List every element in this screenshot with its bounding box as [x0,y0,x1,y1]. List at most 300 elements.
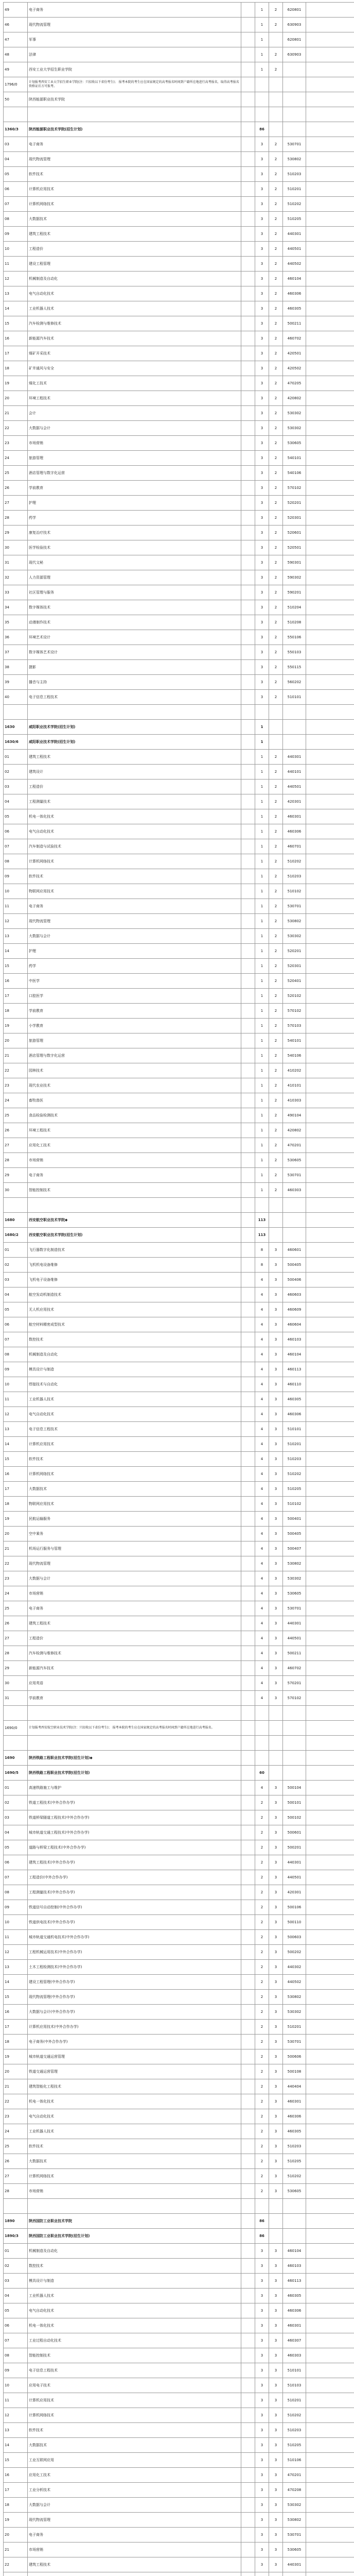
row-major-code: 510201 [283,182,306,197]
row-blank [306,2303,354,2318]
row-count-3: 3 [269,1975,283,1990]
row-code: 07 [4,839,28,854]
row-count-2: 3 [255,272,269,286]
row-code: 03 [4,2274,28,2289]
row-blank [306,809,354,824]
row-count-2 [255,1736,269,1751]
row-count-3: 3 [269,2318,283,2333]
row-count-2: 1 [255,720,269,735]
row-major-code: 510201 [283,2020,306,2035]
row-count-2: 3 [255,511,269,526]
row-count-3: 3 [269,2035,283,2049]
row-count-3: 3 [269,1392,283,1407]
row-major-code: 530302 [283,406,306,421]
table-row [4,1810,354,1825]
table-row [4,884,354,899]
row-count-2: 1 [255,1153,269,1168]
row-blank [306,2049,354,2064]
row-count-1 [241,346,255,361]
row-code: 31 [4,1691,28,1706]
row-blank [306,1302,354,1317]
row-major-code: 440502 [283,257,306,272]
row-major-code: 460103 [283,1332,306,1347]
row-code: 21 [4,2543,28,2557]
row-count-3: 3 [269,2005,283,2020]
row-blank [306,1646,354,1661]
row-code: 06 [4,182,28,197]
row-code: 36 [4,630,28,645]
row-count-2: 1 [255,1123,269,1138]
row-blank [306,2363,354,2378]
row-count-2: 3 [255,451,269,466]
row-count-1 [241,316,255,331]
row-code: 09 [4,1362,28,1377]
row-count-1 [241,540,255,555]
row-major-code: 500102 [283,1810,306,1825]
table-row [4,959,354,974]
row-count-2: 4 [255,1571,269,1586]
row-count-2 [255,77,269,92]
row-count-3 [269,2229,283,2244]
row-major-code: 460104 [283,1347,306,1362]
row-count-2: 3 [255,2274,269,2289]
row-blank [306,2274,354,2289]
row-count-2: 1 [255,47,269,62]
row-code: 06 [4,2318,28,2333]
row-code: 37 [4,645,28,660]
table-row [4,1825,354,1840]
row-count-1 [241,137,255,152]
row-count-1 [241,92,255,107]
row-count-1 [241,2378,255,2393]
row-count-1 [241,974,255,989]
row-count-3: 3 [269,2184,283,2199]
row-code: 08 [4,854,28,869]
row-count-2: 2 [255,2020,269,2035]
row-major-code: 520301 [283,959,306,974]
row-code: 25 [4,1601,28,1616]
row-major-code: 530302 [283,929,306,944]
row-blank [306,2154,354,2169]
row-name: 市场营销 [28,1586,241,1601]
row-code: 05 [4,167,28,182]
row-count-3: 2 [269,630,283,645]
row-code: 02 [4,2259,28,2274]
row-major-code: 500405 [283,1258,306,1273]
row-count-1 [241,1661,255,1676]
row-blank [306,2557,354,2572]
row-count-3: 2 [269,286,283,301]
table-row [4,2363,354,2378]
row-count-1 [241,1960,255,1975]
row-code [4,1198,28,1213]
row-major-code: 570201 [283,1676,306,1691]
row-name: 工程造价 [28,242,241,257]
row-count-3: 3 [269,2154,283,2169]
row-count-2: 3 [255,242,269,257]
row-code: 12 [4,272,28,286]
row-count-1 [241,2303,255,2318]
row-major-code: 510202 [283,1467,306,1482]
row-count-2: 3 [255,2244,269,2259]
row-code: 1890 [4,2214,28,2229]
row-count-2: 1 [255,1019,269,1033]
row-count-3: 3 [269,1258,283,1273]
row-blank [306,1840,354,1855]
row-blank [306,1183,354,1198]
row-blank [306,1153,354,1168]
row-count-2: 1 [255,839,269,854]
table-row [4,2528,354,2543]
table-row [4,107,354,122]
row-count-3 [269,1766,283,1781]
row-count-3: 3 [269,1631,283,1646]
row-major-code: 520201 [283,496,306,511]
row-major-code: 530605 [283,436,306,451]
row-blank [306,555,354,570]
row-count-3: 3 [269,1287,283,1302]
row-count-1 [241,705,255,720]
row-major-code [283,1228,306,1243]
row-count-1 [241,1870,255,1885]
table-row [4,361,354,376]
row-count-1 [241,779,255,794]
row-code: 47 [4,32,28,47]
row-name: 城市轨道交通机电技术(中外合作办学) [28,1930,241,1945]
row-count-1 [241,2064,255,2079]
row-count-2: 2 [255,2035,269,2049]
row-count-3: 2 [269,884,283,899]
table-row [4,735,354,750]
row-code: 11 [4,257,28,272]
table-row [4,272,354,286]
row-count-1 [241,496,255,511]
table-row [4,286,354,301]
row-code: 26 [4,1123,28,1138]
row-name: 旅游管理 [28,1033,241,1048]
row-count-2: 1 [255,1063,269,1078]
table-row [4,2049,354,2064]
row-count-2: 3 [255,436,269,451]
row-blank [306,1063,354,1078]
table-row [4,2318,354,2333]
row-count-3: 3 [269,1825,283,1840]
row-major-code: 460307 [283,2333,306,2348]
row-name: 汽车检测与维修技术 [28,316,241,331]
row-count-1 [241,1467,255,1482]
row-count-3: 3 [269,2498,283,2513]
row-major-code: 510201 [283,2393,306,2408]
row-blank [306,794,354,809]
row-name: 铁道桥梁隧道工程技术(中外合作办学) [28,1810,241,1825]
row-major-code: 570102 [283,481,306,496]
row-major-code: 460305 [283,2124,306,2139]
row-count-2: 4 [255,1287,269,1302]
row-blank [306,884,354,899]
row-name: 铁道工程技术(中外合作办学) [28,1795,241,1810]
row-name: 动漫制作技术 [28,615,241,630]
row-count-1 [241,884,255,899]
row-code: 1630 [4,720,28,735]
row-blank [306,1033,354,1048]
row-count-1 [241,2423,255,2438]
row-code: 11 [4,1930,28,1945]
row-count-3 [269,720,283,735]
row-count-1 [241,2184,255,2199]
row-major-code: 510102 [283,884,306,899]
row-count-2: 3 [255,2393,269,2408]
row-count-3: 3 [269,2363,283,2378]
row-count-3: 3 [269,1302,283,1317]
row-blank [306,18,354,32]
row-blank [306,705,354,720]
row-blank [306,1631,354,1646]
row-blank [306,1601,354,1616]
row-name: 软件技术 [28,167,241,182]
row-count-3: 2 [269,585,283,600]
row-count-3 [269,1751,283,1766]
row-blank [306,361,354,376]
row-count-1 [241,1945,255,1960]
table-row [4,1571,354,1586]
row-blank [306,227,354,242]
row-major-code: 460301 [283,809,306,824]
row-code: 35 [4,615,28,630]
row-blank [306,2468,354,2483]
row-code: 17 [4,2020,28,2035]
row-count-2: 3 [255,496,269,511]
row-code: 24 [4,451,28,466]
row-count-2: 3 [255,645,269,660]
row-major-code: 520102 [283,989,306,1004]
row-major-code: 460305 [283,1392,306,1407]
row-blank [306,630,354,645]
row-name: 工业机器人技术 [28,301,241,316]
row-count-3: 3 [269,2244,283,2259]
row-name: 陕西能源职业技术学院(招生计划) [28,122,241,137]
row-count-2: 2 [255,1945,269,1960]
row-count-3 [269,32,283,47]
row-code: 50 [4,92,28,107]
row-count-3 [269,1706,283,1721]
row-name: 铁道信号自动控制(中外合作办学) [28,1900,241,1915]
row-count-1 [241,1676,255,1691]
row-count-3: 3 [269,1362,283,1377]
row-blank [306,1691,354,1706]
row-count-3 [269,2199,283,2214]
table-row [4,2453,354,2468]
row-name: 电气自动化技术 [28,2303,241,2318]
row-count-1 [241,2572,255,2576]
row-blank [306,376,354,391]
row-name: 陕西铁路工程职业技术学院(招生计划) [28,1766,241,1781]
row-count-3: 3 [269,2378,283,2393]
row-blank [306,2005,354,2020]
row-count-2: 3 [255,2483,269,2498]
row-blank [306,660,354,675]
row-count-2: 4 [255,1512,269,1527]
row-name: 新能源汽车技术 [28,1661,241,1676]
row-count-2: 3 [255,2318,269,2333]
row-count-2: 3 [255,2498,269,2513]
row-major-code: 460305 [283,301,306,316]
row-count-1 [241,421,255,436]
table-row [4,1467,354,1482]
row-blank [306,1422,354,1437]
table-row [4,675,354,690]
table-row [4,854,354,869]
row-count-2: 3 [255,540,269,555]
row-code: 15 [4,316,28,331]
row-count-3: 3 [269,1646,283,1661]
row-name: 铁道供电技术(中外合作办学) [28,1915,241,1930]
row-name: 电子商务 [28,1601,241,1616]
row-major-code: 500211 [283,316,306,331]
row-count-1 [241,227,255,242]
row-blank [306,1616,354,1631]
row-count-3 [269,2214,283,2229]
row-count-1 [241,645,255,660]
row-code: 08 [4,1885,28,1900]
row-major-code [283,62,306,77]
row-major-code: 420501 [283,346,306,361]
table-row [4,914,354,929]
row-name: 大数据与会计(中外合作办学) [28,2005,241,2020]
row-code: 13 [4,2423,28,2438]
row-code: 09 [4,227,28,242]
row-code: 14 [4,301,28,316]
row-count-3: 3 [269,2289,283,2303]
row-code: 01 [4,1243,28,1258]
row-count-1 [241,1437,255,1452]
row-count-1 [241,1601,255,1616]
row-count-3: 2 [269,3,283,18]
table-row [4,1033,354,1048]
row-major-code: 500401 [283,1512,306,1527]
row-count-1 [241,2289,255,2303]
row-count-2: 2 [255,1915,269,1930]
row-count-1 [241,2139,255,2154]
row-code: 29 [4,1661,28,1676]
table-row [4,466,354,481]
row-major-code: 510103 [283,2378,306,2393]
table-row [4,511,354,526]
row-count-2: 3 [255,331,269,346]
row-major-code: 630903 [283,18,306,32]
row-major-code: 500104 [283,1781,306,1795]
row-count-2: 2 [255,1990,269,2005]
row-count-1 [241,1482,255,1497]
row-count-1 [241,1273,255,1287]
row-blank [306,2169,354,2184]
row-count-2: 2 [255,1825,269,1840]
row-count-3: 3 [269,1452,283,1467]
row-code: 30 [4,1183,28,1198]
row-major-code: 530605 [283,1153,306,1168]
row-blank [306,1019,354,1033]
row-count-1 [241,1033,255,1048]
table-row [4,2020,354,2035]
row-blank [306,1452,354,1467]
row-count-2: 3 [255,316,269,331]
row-blank [306,839,354,854]
row-name: 软件技术 [28,869,241,884]
row-count-2: 1 [255,779,269,794]
row-major-code: 510203 [283,2423,306,2438]
row-major-code: 460702 [283,1661,306,1676]
row-name: 工业机器人技术 [28,2289,241,2303]
row-blank [306,1960,354,1975]
table-row [4,1751,354,1766]
table-row [4,585,354,600]
row-name: 应用英语 [28,1676,241,1691]
row-count-2: 1 [255,809,269,824]
row-count-2: 1 [255,869,269,884]
row-blank [306,2438,354,2453]
row-count-1 [241,1810,255,1825]
row-count-1 [241,794,255,809]
row-count-2: 1 [255,1138,269,1153]
table-row [4,391,354,406]
row-count-2: 4 [255,1541,269,1556]
table-row [4,929,354,944]
row-blank [306,675,354,690]
row-code: 19 [4,1019,28,1033]
row-count-2: 4 [255,1691,269,1706]
row-count-2: 1 [255,1048,269,1063]
row-count-3: 2 [269,1019,283,1033]
row-count-1 [241,1586,255,1601]
row-name: 大数据技术 [28,2438,241,2453]
row-blank [306,2259,354,2274]
row-count-1 [241,1766,255,1781]
row-major-code: 500101 [283,1795,306,1810]
row-count-3: 2 [269,421,283,436]
table-row [4,2214,354,2229]
row-code: 27 [4,1631,28,1646]
table-row [4,1108,354,1123]
row-blank [306,316,354,331]
row-count-3: 3 [269,2453,283,2468]
row-blank [306,346,354,361]
table-row [4,2513,354,2528]
row-name: 旅游管理 [28,451,241,466]
row-code: 08 [4,1347,28,1362]
row-name: 西安航空职业技术学院◆ [28,1213,241,1228]
table-row [4,2289,354,2303]
table-row [4,2468,354,2483]
row-code: 01 [4,1781,28,1795]
row-count-3: 3 [269,2094,283,2109]
row-code: 14 [4,2438,28,2453]
table-row [4,2184,354,2199]
row-count-3: 2 [269,660,283,675]
row-name: 电气自动化技术 [28,824,241,839]
row-major-code: 440501 [283,779,306,794]
row-count-1 [241,1422,255,1437]
row-name: 陕西铁路工程职业技术学院(招生计划)◆ [28,1751,241,1766]
row-count-3: 3 [269,1586,283,1601]
row-count-3: 2 [269,1138,283,1153]
row-count-1 [241,2318,255,2333]
row-major-code: 530605 [283,2184,306,2199]
table-row [4,1855,354,1870]
row-count-2: 4 [255,1467,269,1482]
row-blank [306,182,354,197]
row-code: 20 [4,1033,28,1048]
table-row [4,1183,354,1198]
row-major-code: 440501 [283,1631,306,1646]
